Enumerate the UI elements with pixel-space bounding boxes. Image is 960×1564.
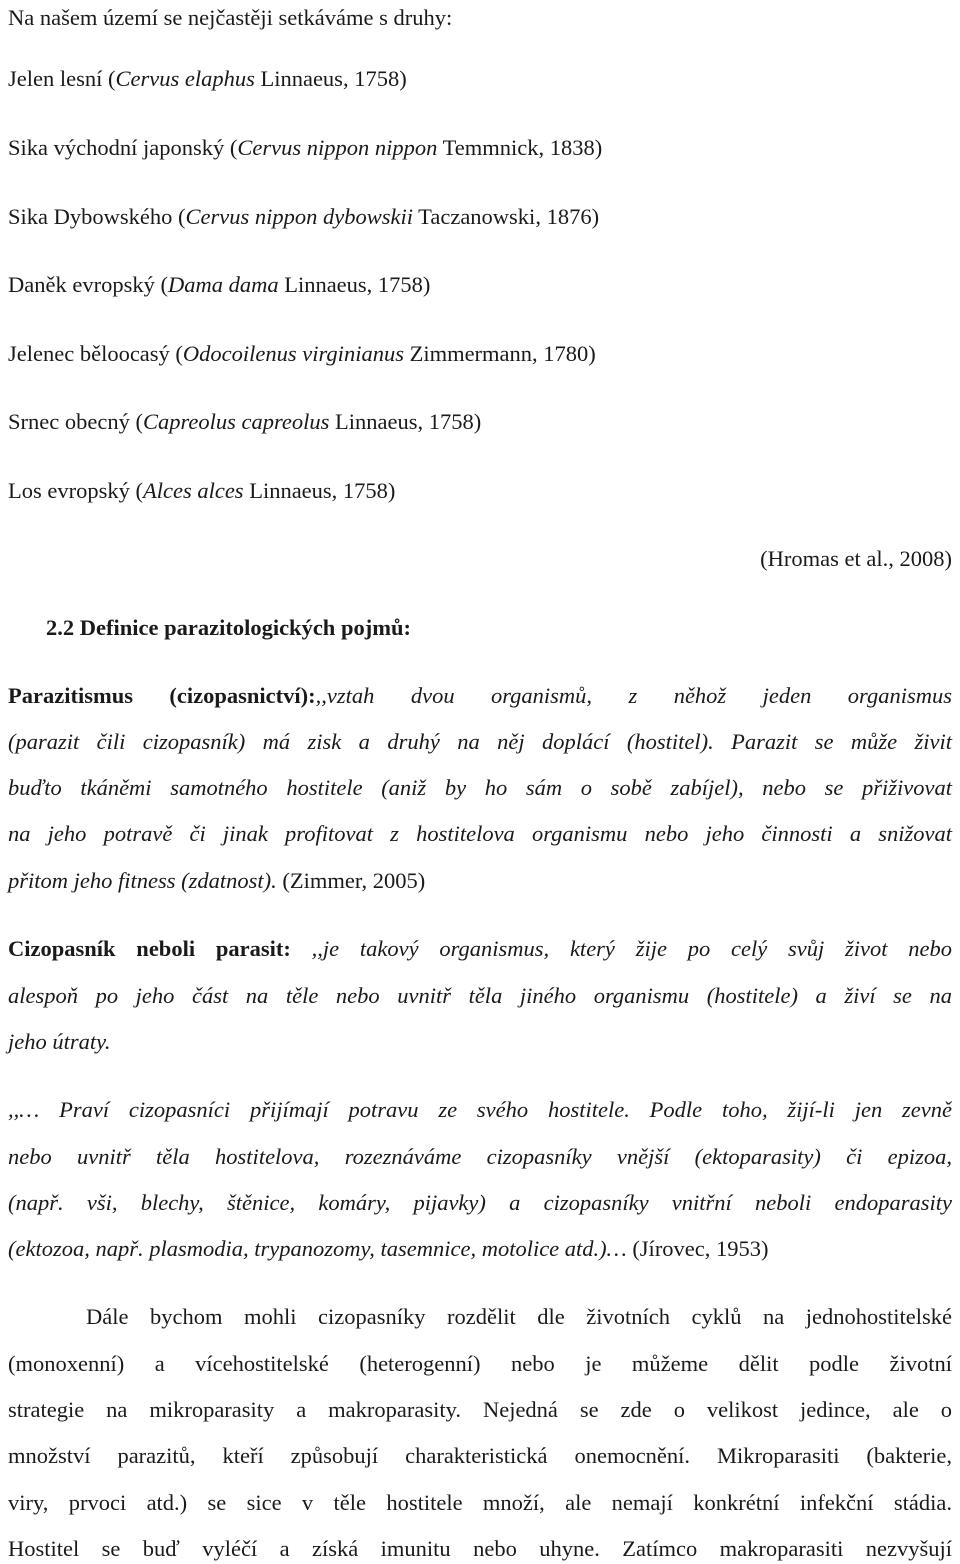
paragraph-line: množství parazitů, kteří způsobují charakteristická onemocnění. Mikroparasiti (bakterie, [8,1443,952,1468]
intro-text: Na našem území se nejčastěji setkáváme s druhy: [8,5,453,30]
paragraph-line: buďto tkáněmi samotného hostitele (aniž by ho sám o sobě zabíjel), nebo se přiživovat [8,775,952,800]
species-item: Jelenec běloocasý (Odocoilenus virginianus Zimmermann, 1780) [8,341,596,366]
section-heading: 2.2 Definice parazitologických pojmů: [46,615,411,640]
paragraph-line: jeho útraty. [8,1029,111,1054]
paragraph-line: strategie na mikroparasity a makroparasity. Nejedná se zde o velikost jedince, ale o [8,1397,952,1422]
paragraph-line: Hostitel se buď vyléčí a získá imunitu nebo uhyne. Zatímco makroparasiti nezvyšují [8,1536,952,1561]
paragraph-line: ,,… Praví cizopasníci přijímají potravu ze svého hostitele. Podle toho, žijí-li jen zevně [8,1097,952,1122]
species-item: Daněk evropský (Dama dama Linnaeus, 1758) [8,272,431,297]
species-item: Jelen lesní (Cervus elaphus Linnaeus, 1758) [8,66,407,91]
paragraph-line: alespoň po jeho část na těle nebo uvnitř těla jiného organismu (hostitele) a živí se na [8,983,952,1008]
species-item: Sika Dybowského (Cervus nippon dybowskii Taczanowski, 1876) [8,204,600,229]
paragraph-line: Cizopasník neboli parasit: ,,je takový organismus, který žije po celý svůj život nebo [8,936,952,961]
paragraph-line: (monoxenní) a vícehostitelské (heterogenní) nebo je můžeme dělit podle životní [8,1351,952,1376]
paragraph-line: nebo uvnitř těla hostitelova, rozeznáváme cizopasníky vnější (ektoparasity) či epizoa, [8,1144,952,1169]
paragraph-line: přitom jeho fitness (zdatnost). (Zimmer, 2005) [8,868,426,893]
paragraph-line: na jeho potravě či jinak profitovat z hostitelova organismu nebo jeho činnosti a snižovat [8,821,952,846]
paragraph-line: (parazit čili cizopasník) má zisk a druhý na něj doplácí (hostitel). Parazit se může živit [8,729,952,754]
paragraph-line: Dále bychom mohli cizopasníky rozdělit dle životních cyklů na jednohostitelské [86,1304,952,1329]
paragraph-line: Parazitismus (cizopasnictví):,,vztah dvou organismů, z něhož jeden organismus [8,683,952,708]
paragraph-line: viry, prvoci atd.) se sice v těle hostitele množí, ale nemají konkrétní infekční stádia. [8,1490,952,1515]
species-item: Los evropský (Alces alces Linnaeus, 1758) [8,478,396,503]
paragraph-line: (ektozoa, např. plasmodia, trypanozomy, tasemnice, motolice atd.)… (Jírovec, 1953) [8,1236,769,1261]
paragraph-line: (např. vši, blechy, štěnice, komáry, pijavky) a cizopasníky vnitřní neboli endoparasity [8,1190,952,1215]
species-item: Srnec obecný (Capreolus capreolus Linnaeus, 1758) [8,409,482,434]
citation: (Hromas et al., 2008) [760,546,952,571]
species-item: Sika východní japonský (Cervus nippon nippon Temmnick, 1838) [8,135,603,160]
